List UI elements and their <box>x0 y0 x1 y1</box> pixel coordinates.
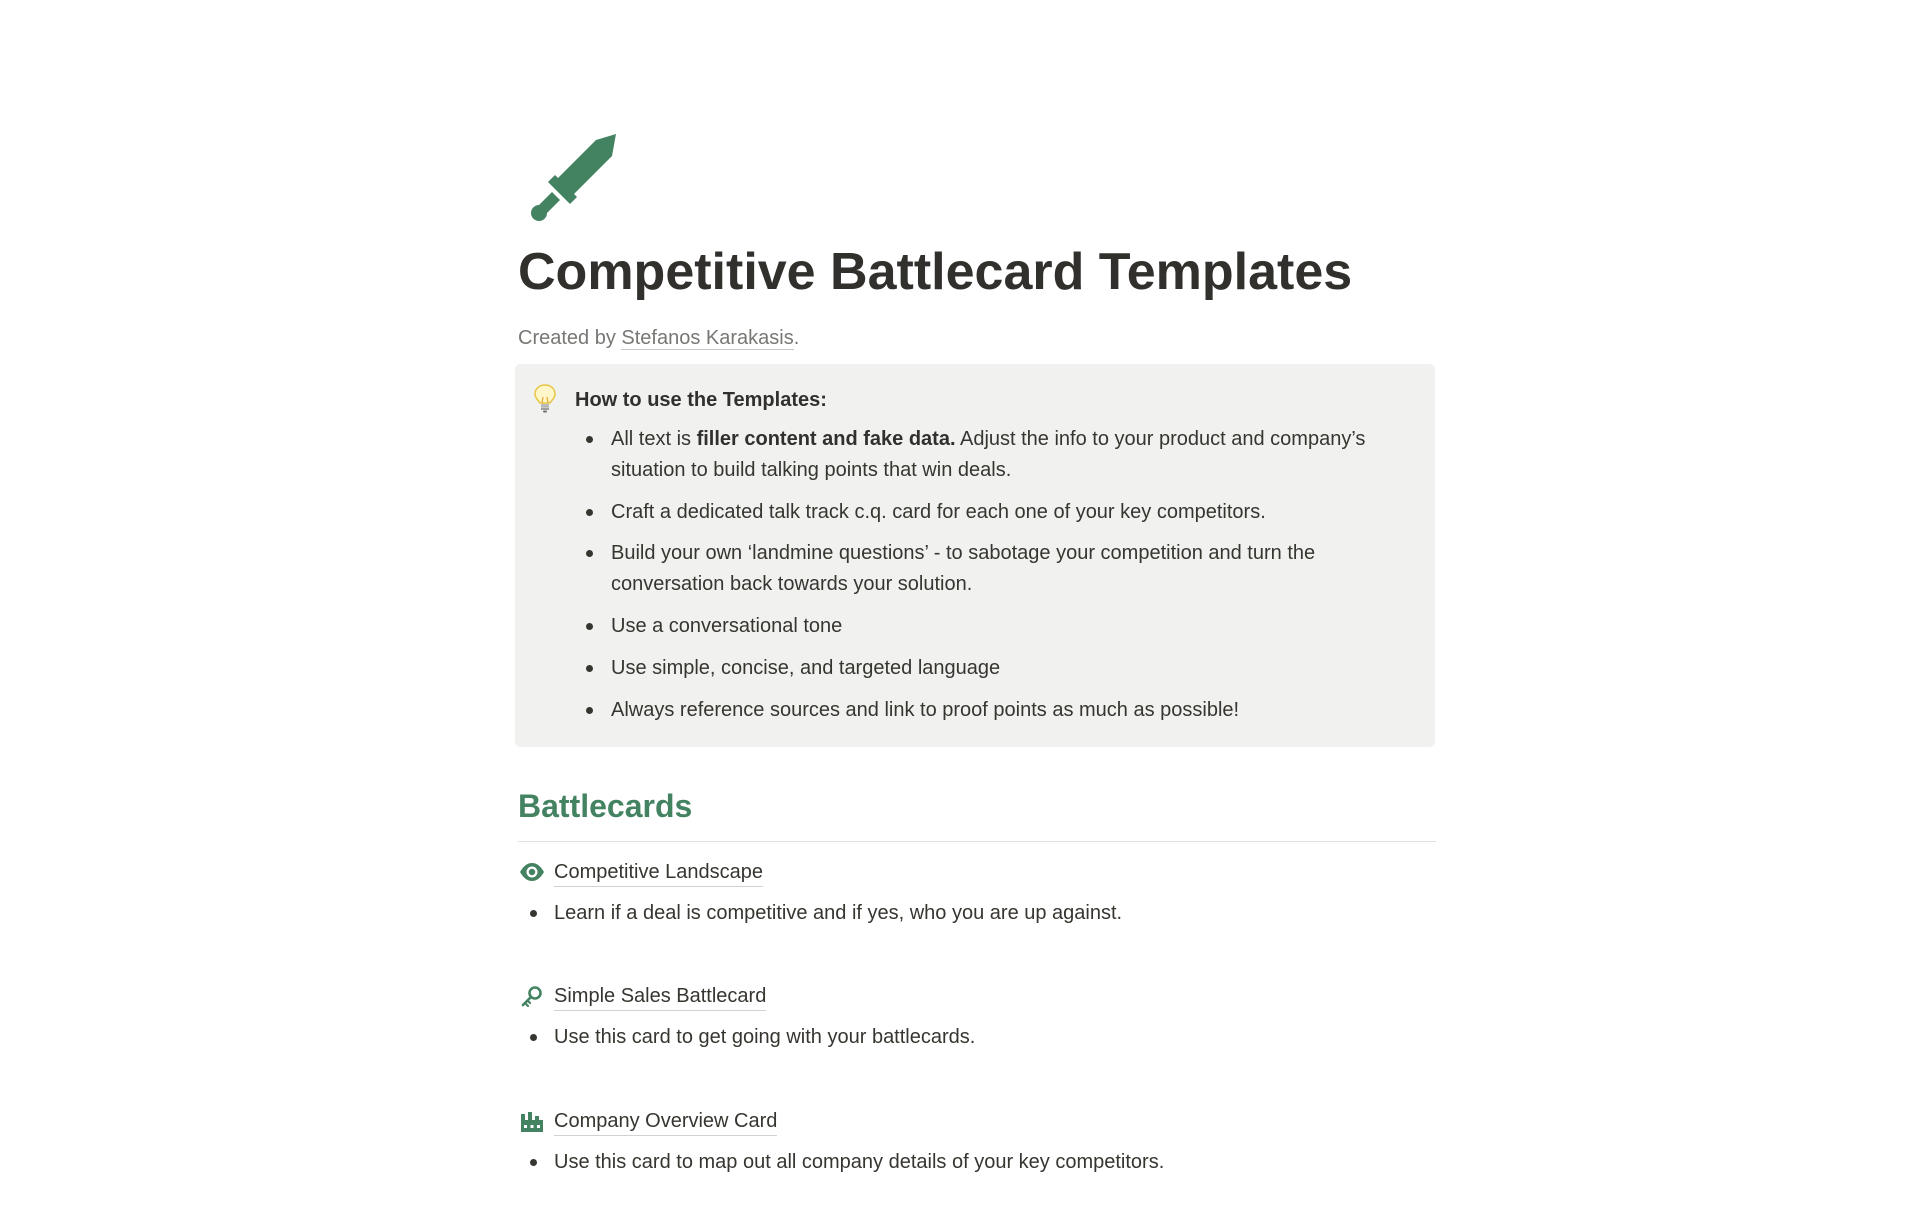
page-title: Competitive Battlecard Templates <box>518 243 1353 301</box>
sword-icon[interactable] <box>528 132 618 222</box>
competitive-landscape-link[interactable] <box>518 856 763 888</box>
callout-heading: How to use the Templates: <box>575 389 827 411</box>
how-to-callout <box>515 364 1435 747</box>
key-icon <box>518 982 546 1010</box>
tip-item: Always reference sources and link to proof points as much as possible! <box>611 695 1239 726</box>
tip-text: Adjust the info to your product and company’s situation to build talking points that win deals. <box>611 428 1366 481</box>
tip-item: Use simple, concise, and targeted language <box>611 653 1000 684</box>
simple-sales-battlecard-link[interactable] <box>518 980 766 1012</box>
eye-icon <box>518 858 546 886</box>
battlecard-competitive-landscape <box>518 856 1436 956</box>
card-title: Simple Sales Battlecard <box>554 982 766 1011</box>
card-title: Company Overview Card <box>554 1107 777 1136</box>
tip-bold-text: filler content and fake data. <box>696 428 956 450</box>
author-link[interactable]: Stefanos Karakasis <box>621 327 794 349</box>
factory-icon <box>518 1107 546 1135</box>
lightbulb-icon <box>533 384 557 414</box>
byline-prefix: Created by <box>518 327 622 349</box>
card-description: Use this card to map out all company details of your key competitors. <box>554 1147 1164 1177</box>
battlecard-simple-sales <box>518 980 1436 1080</box>
battlecard-company-overview <box>518 1105 1436 1205</box>
tip-item: Craft a dedicated talk track c.q. card for each one of your key competitors. <box>611 497 1266 528</box>
byline-suffix: . <box>793 327 800 349</box>
card-description: Use this card to get going with your battlecards. <box>554 1022 975 1052</box>
tip-item: Use a conversational tone <box>611 611 842 642</box>
card-description: Learn if a deal is competitive and if yes, who you are up against. <box>554 898 1122 928</box>
section-divider <box>518 841 1436 842</box>
card-title: Competitive Landscape <box>554 858 763 887</box>
company-overview-card-link[interactable] <box>518 1105 777 1137</box>
byline <box>518 324 799 352</box>
tip-item: Build your own ‘landmine questions’ - to sabotage your competition and turn the conversation back towards your solution. <box>611 538 1421 600</box>
tip-item <box>611 424 1421 486</box>
battlecards-heading: Battlecards <box>518 788 693 824</box>
tip-text: All text is <box>611 428 697 450</box>
